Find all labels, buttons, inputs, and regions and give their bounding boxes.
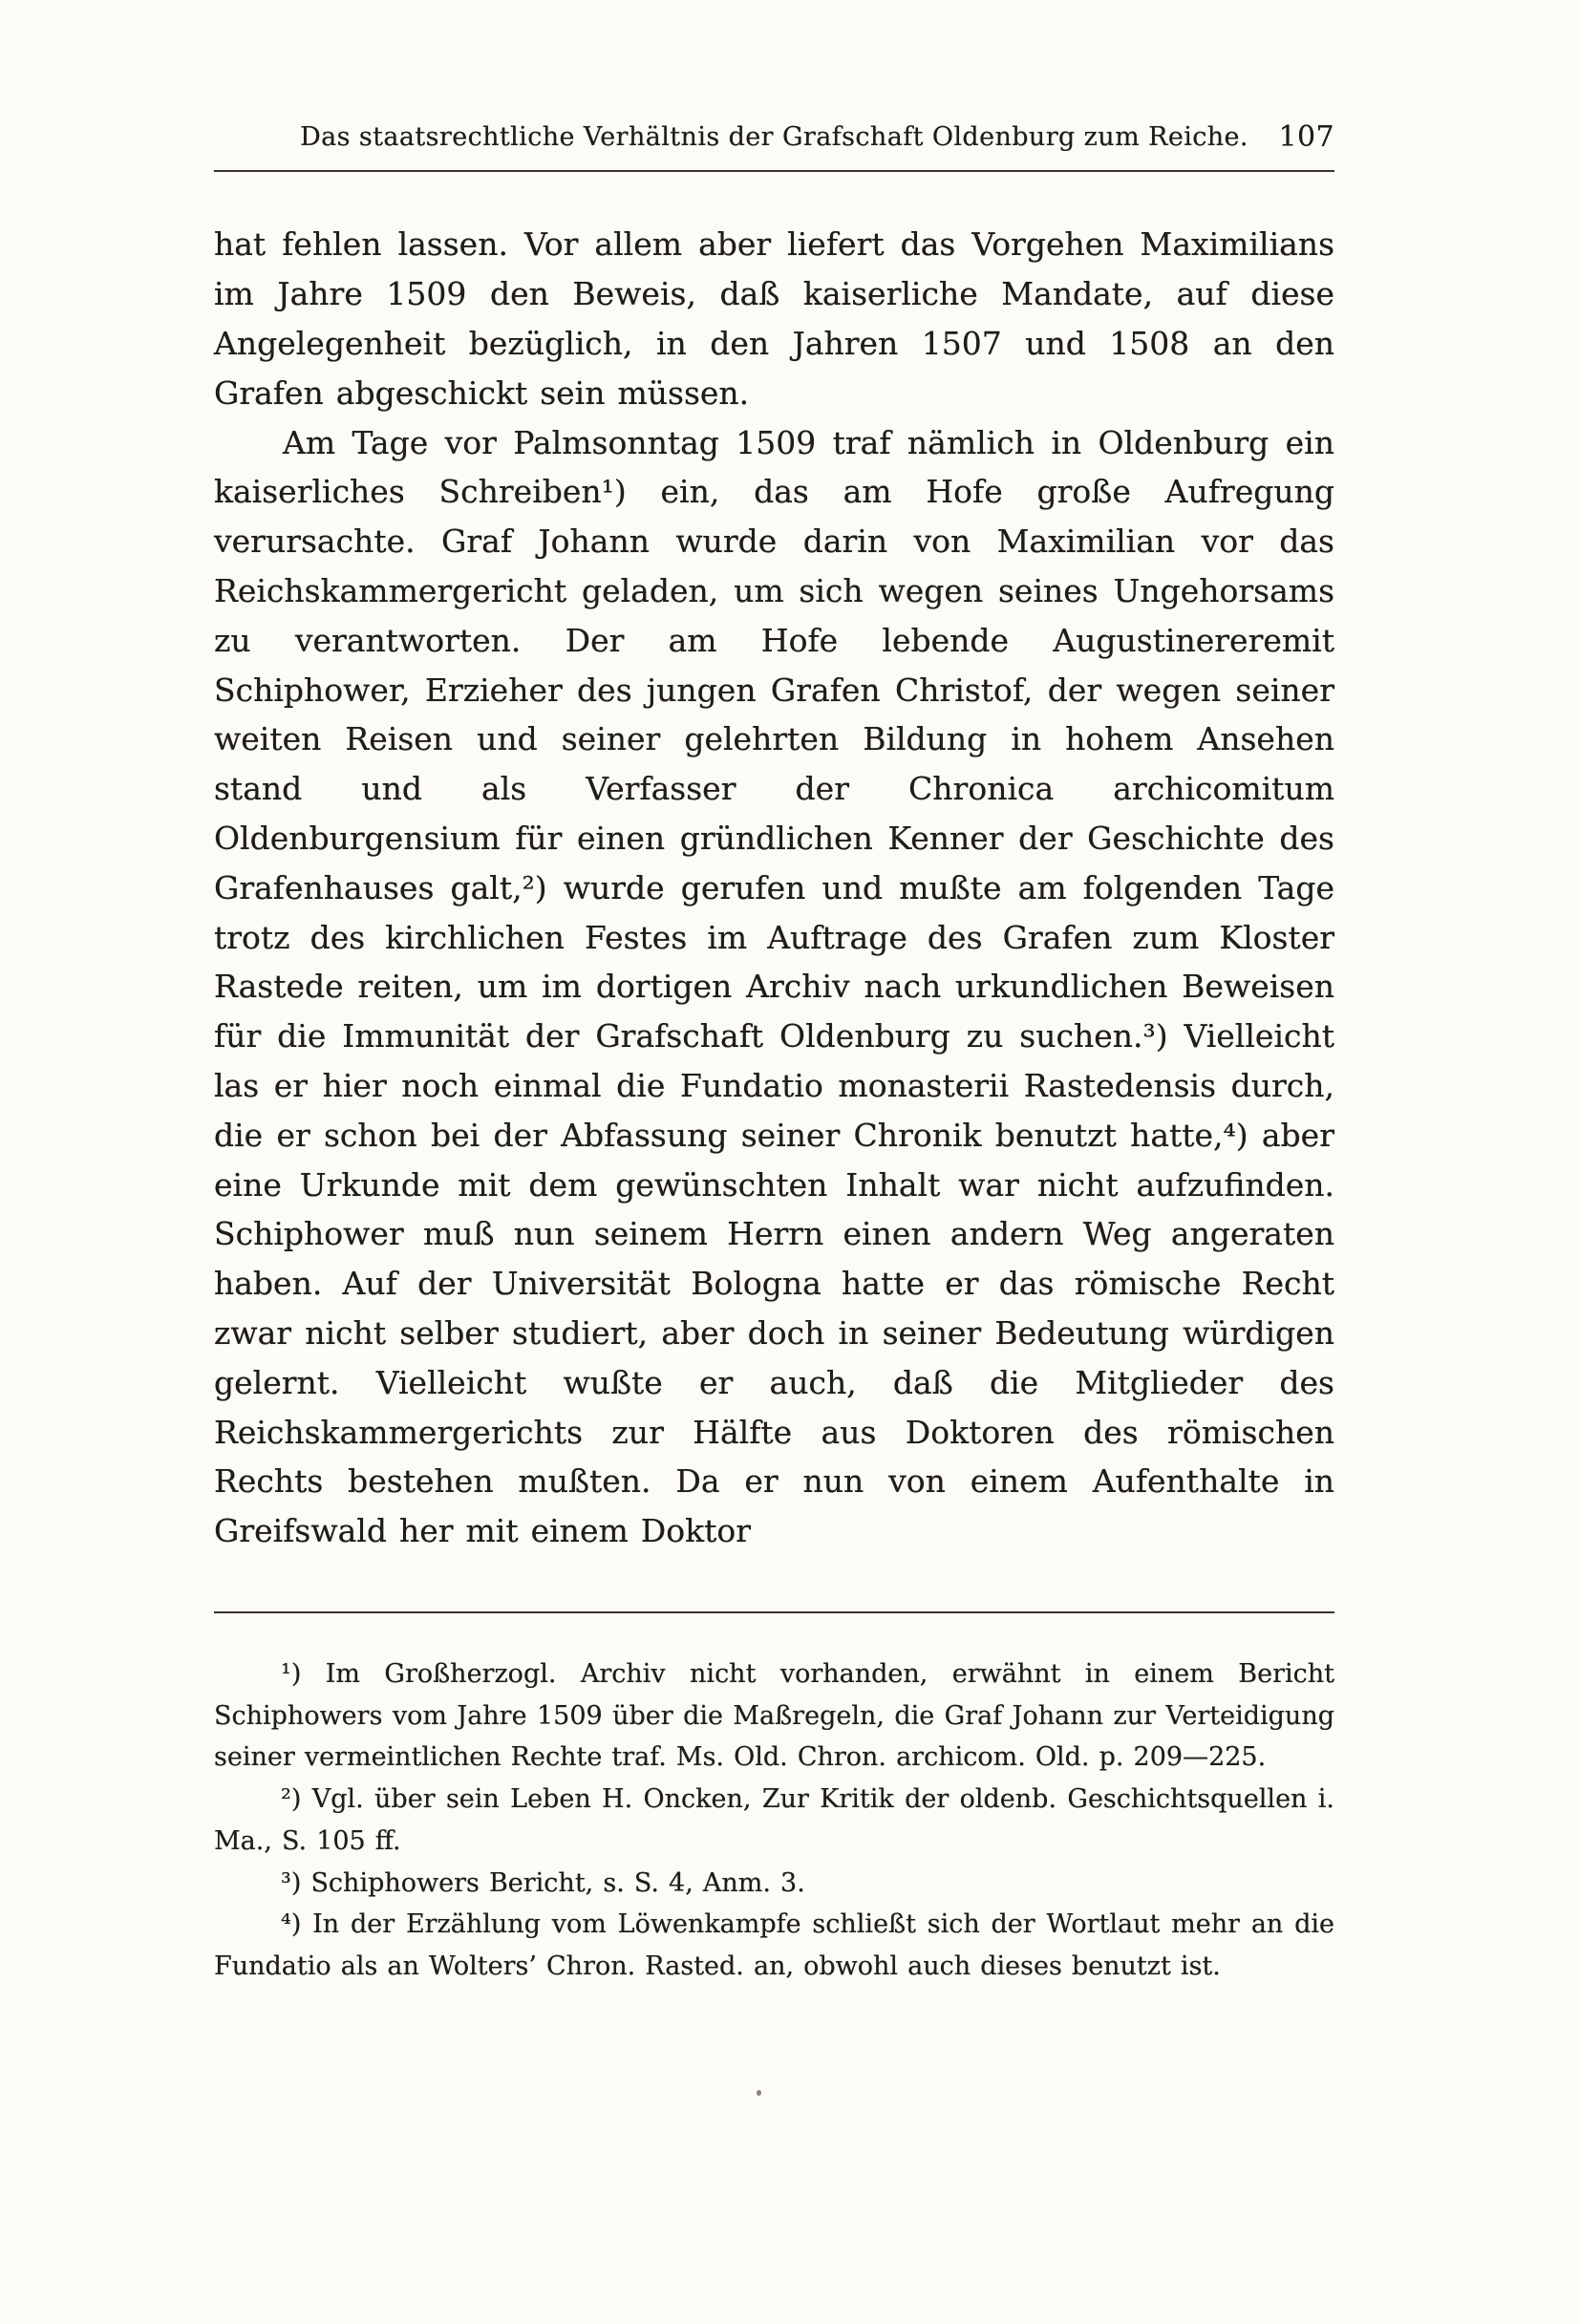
paragraph: Am Tage vor Palmsonntag 1509 traf nämlich in Oldenburg ein kaiserliches Schreiben¹) ein, das am Hofe große Aufregung verursachte. Graf Johann wurde darin von Maximilian vor das Reichskammergericht geladen, um sich wegen seines Ungehorsams zu verantworten. Der am Hofe lebende Augustinereremit Schiphower, Erzieher des jungen Grafen Christof, der wegen seiner weiten Reisen und seiner gelehrten Bildung in hohem Ansehen stand und als Verfasser der Chronica archicomitum Oldenburgensium für einen gründlichen Kenner der Geschichte des Grafenhauses galt,²) wurde gerufen und mußte am folgenden Tage trotz des kirchlichen Festes im Auftrage des Grafen zum Kloster Rastede reiten, um im dortigen Archiv nach urkundlichen Beweisen für die Immunität der Grafschaft Oldenburg zu suchen.³) Vielleicht las er hier noch einmal die Fundatio monasterii Rastedensis durch, die er schon bei der Abfassung seiner Chronik benutzt hatte,⁴) aber eine Urkunde mit dem gewünschten Inhalt war nicht aufzufinden. Schiphower muß nun seinem Herrn einen andern Weg angeraten haben. Auf der Universität Bologna hatte er das römische Recht zwar nicht selber studiert, aber doch in seiner Bedeutung würdigen gelernt. Vielleicht wußte er auch, daß die Mitglieder des Reichskammergerichts zur Hälfte aus Doktoren des römischen Rechts bestehen mußten. Da er nun von einem Aufenthalte in Greifswald her mit einem Doktor [214,423,1334,1550]
running-head [214,122,1334,153]
header-rule [214,170,1334,172]
footnote-rule [214,1611,1334,1613]
footnote: ³) Schiphowers Bericht, s. S. 4, Anm. 3. [281,1867,805,1898]
paragraph: hat fehlen lassen. Vor allem aber liefert das Vorgehen Maximilians im Jahre 1509 den Beweis, daß kaiserliche Mandate, auf diese Angelegenheit bezüglich, in den Jahren 1507 und 1508 an den Grafen abgeschickt sein müssen. [214,225,1334,412]
page-number: 107 [1278,120,1334,154]
running-title: Das staatsrechtliche Verhältnis der Grafschaft Oldenburg zum Reiche. [300,122,1248,152]
body-text [214,220,1334,1556]
footnote: ¹) Im Großherzogl. Archiv nicht vorhanden, erwähnt in einem Bericht Schiphowers vom Jahre 1509 über die Maßregeln, die Graf Johann zur Verteidigung seiner vermeintlichen Rechte traf. Ms. Old. Chron. archicom. Old. p. 209—225. [214,1658,1334,1773]
scan-speck [757,2090,761,2096]
footnotes-section [214,1653,1334,1988]
footnote: ⁴) In der Erzählung vom Löwenkampfe schließt sich der Wortlaut mehr an die Fundatio als an Wolters’ Chron. Rasted. an, obwohl auch dieses benutzt ist. [214,1909,1334,1982]
footnote: ²) Vgl. über sein Leben H. Oncken, Zur Kritik der oldenb. Geschichtsquellen i. Ma., S. 105 ff. [214,1784,1334,1856]
